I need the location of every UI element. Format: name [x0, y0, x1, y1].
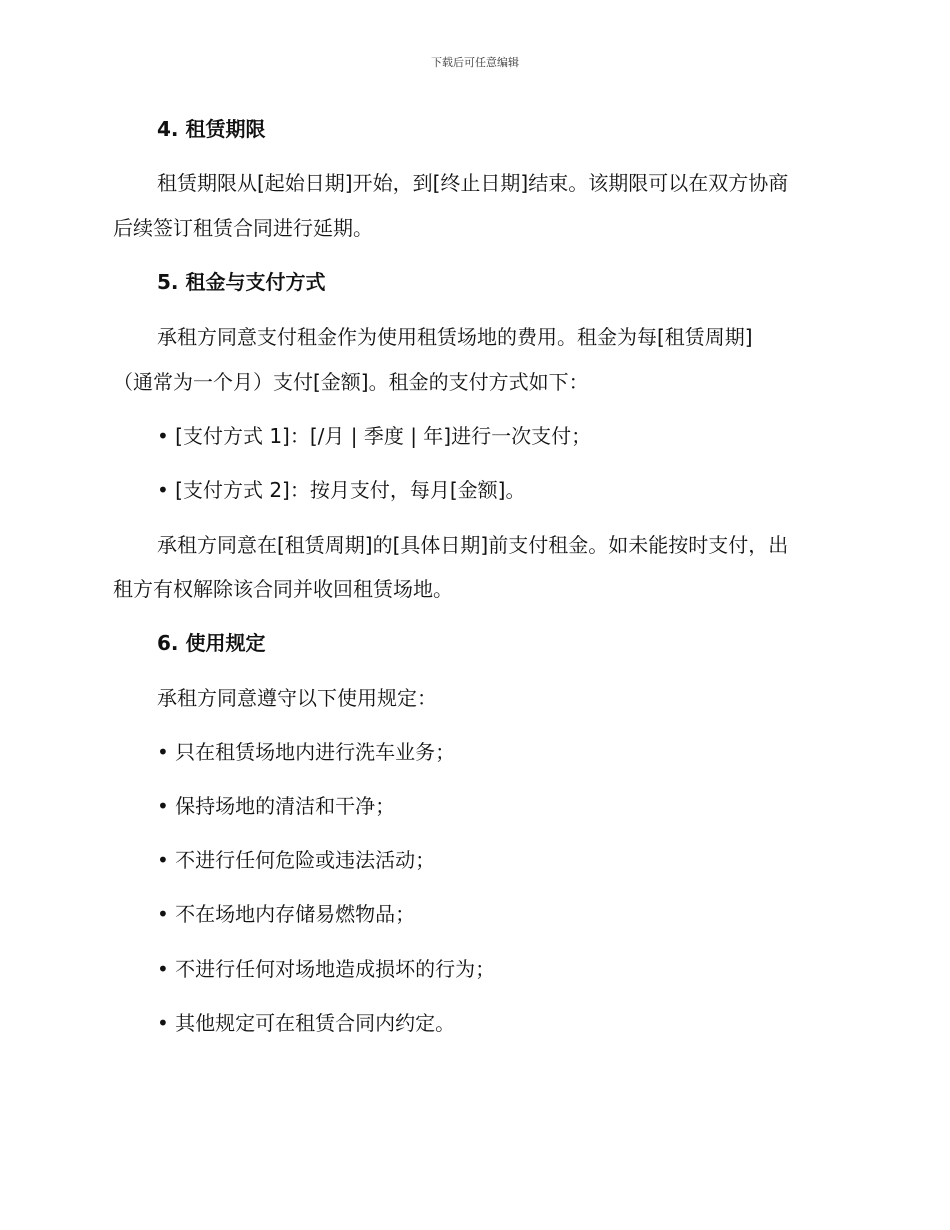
paragraph-line: 承租方同意在[租赁周期]的[具体日期]前支付租金。如未能按时支付，出 [157, 533, 789, 557]
section-heading-usage-rules: 6. 使用规定 [157, 631, 266, 655]
list-item: • 保持场地的清洁和干净； [157, 794, 396, 818]
paragraph-line: 后续签订租赁合同进行延期。 [113, 216, 373, 240]
list-item: • 只在租赁场地内进行洗车业务； [157, 740, 456, 764]
paragraph-line: 承租方同意支付租金作为使用租赁场地的费用。租金为每[租赁周期] [157, 325, 753, 349]
paragraph-line: 租方有权解除该合同并收回租赁场地。 [113, 577, 453, 601]
list-item: • [支付方式 2]：按月支付，每月[金额]。 [157, 478, 526, 502]
page-header-note: 下载后可任意编辑 [431, 56, 519, 69]
list-item: • 其他规定可在租赁合同内约定。 [157, 1011, 456, 1035]
section-heading-lease-term: 4. 租赁期限 [157, 117, 266, 141]
list-item: • 不进行任何对场地造成损坏的行为； [157, 957, 496, 981]
section-heading-rent-payment: 5. 租金与支付方式 [157, 270, 326, 294]
paragraph-line: 租赁期限从[起始日期]开始，到[终止日期]结束。该期限可以在双方协商 [157, 171, 789, 195]
list-item: • [支付方式 1]：[/月 | 季度 | 年]进行一次支付； [157, 424, 592, 448]
paragraph-line: 承租方同意遵守以下使用规定： [157, 686, 437, 710]
list-item: • 不进行任何危险或违法活动； [157, 848, 436, 872]
paragraph-line: （通常为一个月）支付[金额]。租金的支付方式如下： [113, 370, 589, 394]
list-item: • 不在场地内存储易燃物品； [157, 902, 416, 926]
